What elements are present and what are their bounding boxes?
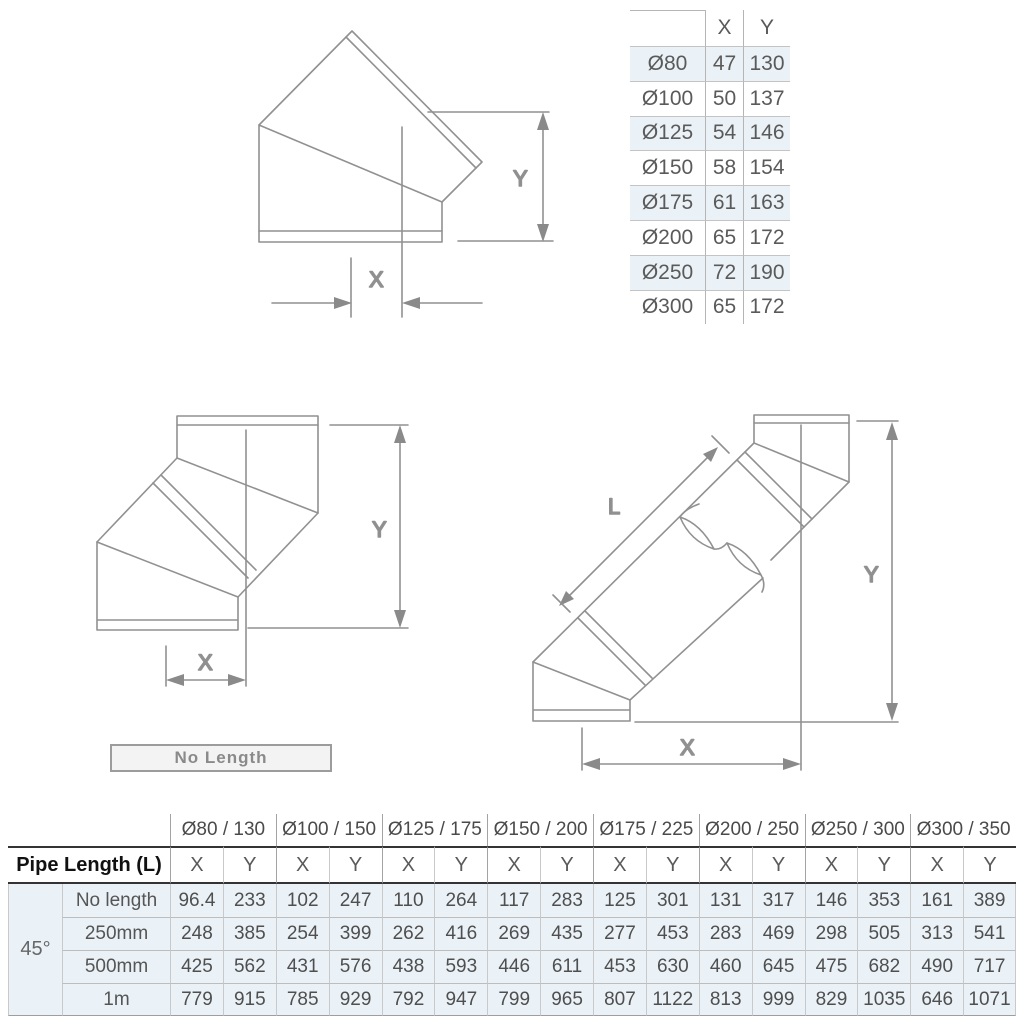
- value-cell: 264: [434, 884, 487, 917]
- value-cell: 453: [646, 917, 699, 950]
- joint-band: [578, 611, 652, 685]
- offset-elbow-no-length-drawing: [97, 416, 408, 686]
- value-cell: 475: [805, 950, 858, 983]
- value-cell: 785: [276, 983, 329, 1016]
- mini-value-x: 50: [705, 81, 743, 116]
- dim-label-y: Y: [864, 562, 879, 587]
- mini-row-label: Ø300: [630, 290, 705, 325]
- mid-section: [97, 458, 318, 597]
- xy-col-header: Y: [540, 846, 593, 884]
- value-cell: 1071: [963, 983, 1016, 1016]
- value-cell: 399: [329, 917, 382, 950]
- value-cell: 593: [434, 950, 487, 983]
- xy-col-header: Y: [857, 846, 910, 884]
- joint-band: [153, 475, 256, 578]
- value-cell: 146: [805, 884, 858, 917]
- value-cell: 313: [910, 917, 963, 950]
- xy-col-header: X: [487, 846, 540, 884]
- row-label: 1m: [62, 983, 170, 1016]
- value-cell: 233: [223, 884, 276, 917]
- value-cell: 301: [646, 884, 699, 917]
- mini-row-label: Ø80: [630, 46, 705, 81]
- value-cell: 576: [329, 950, 382, 983]
- value-cell: 247: [329, 884, 382, 917]
- value-cell: 425: [170, 950, 223, 983]
- row-label: No length: [62, 884, 170, 917]
- value-cell: 269: [487, 917, 540, 950]
- value-cell: 353: [857, 884, 910, 917]
- value-cell: 102: [276, 884, 329, 917]
- pipe-right-edge: [630, 482, 849, 700]
- mini-row-label: Ø175: [630, 185, 705, 220]
- xy-col-header: Y: [329, 846, 382, 884]
- xy-col-header: Y: [434, 846, 487, 884]
- value-cell: 262: [382, 917, 435, 950]
- xy-col-header: X: [699, 846, 752, 884]
- mini-value-y: 163: [743, 185, 790, 220]
- mini-value-x: 58: [705, 150, 743, 185]
- value-cell: 117: [487, 884, 540, 917]
- top-flange: [177, 416, 318, 425]
- value-cell: 646: [910, 983, 963, 1016]
- mini-value-x: 72: [705, 255, 743, 290]
- value-cell: 682: [857, 950, 910, 983]
- elbow-45-drawing: [259, 31, 553, 317]
- value-cell: 131: [699, 884, 752, 917]
- arrowhead: [537, 224, 549, 242]
- value-cell: 807: [593, 983, 646, 1016]
- mini-value-x: 54: [705, 116, 743, 151]
- elbow-body: [259, 125, 442, 242]
- value-cell: 1122: [646, 983, 699, 1016]
- value-cell: 298: [805, 917, 858, 950]
- value-cell: 947: [434, 983, 487, 1016]
- value-cell: 562: [223, 950, 276, 983]
- dim-label-l: L: [608, 494, 621, 519]
- value-cell: 630: [646, 950, 699, 983]
- value-cell: 965: [540, 983, 593, 1016]
- offset-elbow-with-length-drawing: [533, 415, 898, 770]
- mini-row-label: Ø150: [630, 150, 705, 185]
- mini-value-x: 65: [705, 220, 743, 255]
- diameter-group-header: Ø175 / 225: [593, 814, 699, 846]
- angle-cell: 45°: [8, 884, 62, 1016]
- mini-value-y: 130: [743, 46, 790, 81]
- value-cell: 792: [382, 983, 435, 1016]
- diameter-group-header: Ø80 / 130: [170, 814, 276, 846]
- bottom-stub: [533, 662, 630, 721]
- arrowhead: [783, 758, 801, 770]
- dim-line-l: [568, 456, 709, 597]
- mini-value-y: 137: [743, 81, 790, 116]
- dim-label-y: Y: [513, 166, 528, 191]
- value-cell: 96.4: [170, 884, 223, 917]
- value-cell: 505: [857, 917, 910, 950]
- mini-row-label: Ø250: [630, 255, 705, 290]
- elbow-angled-section: [259, 31, 482, 202]
- value-cell: 915: [223, 983, 276, 1016]
- pipe-length-header: Pipe Length (L): [8, 846, 170, 884]
- arrowhead: [166, 674, 184, 686]
- value-cell: 125: [593, 884, 646, 917]
- elbow-xy-dimensions-table: [630, 10, 790, 324]
- xy-col-header: X: [593, 846, 646, 884]
- pipe-break-lens: [727, 543, 761, 575]
- bottom-stub: [97, 542, 238, 630]
- elbow-end-collar: [346, 37, 476, 168]
- value-cell: 446: [487, 950, 540, 983]
- xy-col-header: X: [382, 846, 435, 884]
- value-cell: 283: [699, 917, 752, 950]
- value-cell: 453: [593, 950, 646, 983]
- arrowhead: [537, 112, 549, 130]
- mini-col-header-x: X: [705, 10, 743, 46]
- xy-col-header: X: [805, 846, 858, 884]
- value-cell: 161: [910, 884, 963, 917]
- pipe-break: [714, 543, 727, 549]
- value-cell: 541: [963, 917, 1016, 950]
- value-cell: 645: [752, 950, 805, 983]
- diameter-group-header: Ø100 / 150: [276, 814, 382, 846]
- value-cell: 999: [752, 983, 805, 1016]
- bottom-miter: [533, 662, 630, 700]
- value-cell: 110: [382, 884, 435, 917]
- value-cell: 799: [487, 983, 540, 1016]
- mini-value-y: 172: [743, 290, 790, 325]
- value-cell: 435: [540, 917, 593, 950]
- bottom-miter: [97, 542, 238, 597]
- xy-col-header: Y: [223, 846, 276, 884]
- top-flange: [754, 415, 849, 423]
- mini-value-y: 190: [743, 255, 790, 290]
- value-cell: 431: [276, 950, 329, 983]
- arrowhead: [886, 703, 898, 721]
- diameter-group-header: Ø200 / 250: [699, 814, 805, 846]
- arrowhead: [394, 425, 406, 443]
- arrowhead: [394, 610, 406, 628]
- dim-label-y: Y: [372, 517, 387, 542]
- mini-value-x: 47: [705, 46, 743, 81]
- value-cell: 389: [963, 884, 1016, 917]
- value-cell: 717: [963, 950, 1016, 983]
- mini-value-x: 65: [705, 290, 743, 325]
- value-cell: 277: [593, 917, 646, 950]
- mini-value-x: 61: [705, 185, 743, 220]
- arrowhead: [334, 297, 352, 309]
- xy-col-header: Y: [646, 846, 699, 884]
- main-corner-spacer: [8, 814, 170, 846]
- arrowhead: [886, 422, 898, 440]
- value-cell: 611: [540, 950, 593, 983]
- dim-label-x: X: [680, 735, 695, 760]
- value-cell: 469: [752, 917, 805, 950]
- arrowhead: [582, 758, 600, 770]
- value-cell: 829: [805, 983, 858, 1016]
- value-cell: 490: [910, 950, 963, 983]
- diameter-group-header: Ø125 / 175: [382, 814, 488, 846]
- mini-value-y: 146: [743, 116, 790, 151]
- diameter-group-header: Ø300 / 350: [910, 814, 1016, 846]
- value-cell: 813: [699, 983, 752, 1016]
- pipe-break-lens: [680, 517, 714, 549]
- mini-row-label: Ø100: [630, 81, 705, 116]
- mini-corner-cell: [630, 10, 705, 46]
- xy-col-header: X: [276, 846, 329, 884]
- xy-col-header: X: [910, 846, 963, 884]
- value-cell: 779: [170, 983, 223, 1016]
- pipe-left-edge: [533, 443, 754, 662]
- dim-label-x: X: [198, 650, 213, 675]
- mini-row-label: Ø200: [630, 220, 705, 255]
- xy-col-header: Y: [963, 846, 1016, 884]
- value-cell: 254: [276, 917, 329, 950]
- xy-col-header: Y: [752, 846, 805, 884]
- value-cell: 248: [170, 917, 223, 950]
- value-cell: 416: [434, 917, 487, 950]
- diameter-group-header: Ø250 / 300: [805, 814, 911, 846]
- top-stub: [177, 425, 318, 513]
- mini-col-header-y: Y: [743, 10, 790, 46]
- dim-label-x: X: [369, 267, 384, 292]
- pipe-length-dimensions-table: [8, 814, 1016, 1016]
- value-cell: 283: [540, 884, 593, 917]
- value-cell: 438: [382, 950, 435, 983]
- value-cell: 1035: [857, 983, 910, 1016]
- arrowhead: [402, 297, 420, 309]
- mini-row-label: Ø125: [630, 116, 705, 151]
- value-cell: 929: [329, 983, 382, 1016]
- no-length-badge: No Length: [110, 744, 332, 772]
- value-cell: 460: [699, 950, 752, 983]
- mini-value-y: 154: [743, 150, 790, 185]
- value-cell: 385: [223, 917, 276, 950]
- mini-value-y: 172: [743, 220, 790, 255]
- row-label: 250mm: [62, 917, 170, 950]
- xy-col-header: X: [170, 846, 223, 884]
- arrowhead: [228, 674, 246, 686]
- diameter-group-header: Ø150 / 200: [487, 814, 593, 846]
- row-label: 500mm: [62, 950, 170, 983]
- value-cell: 317: [752, 884, 805, 917]
